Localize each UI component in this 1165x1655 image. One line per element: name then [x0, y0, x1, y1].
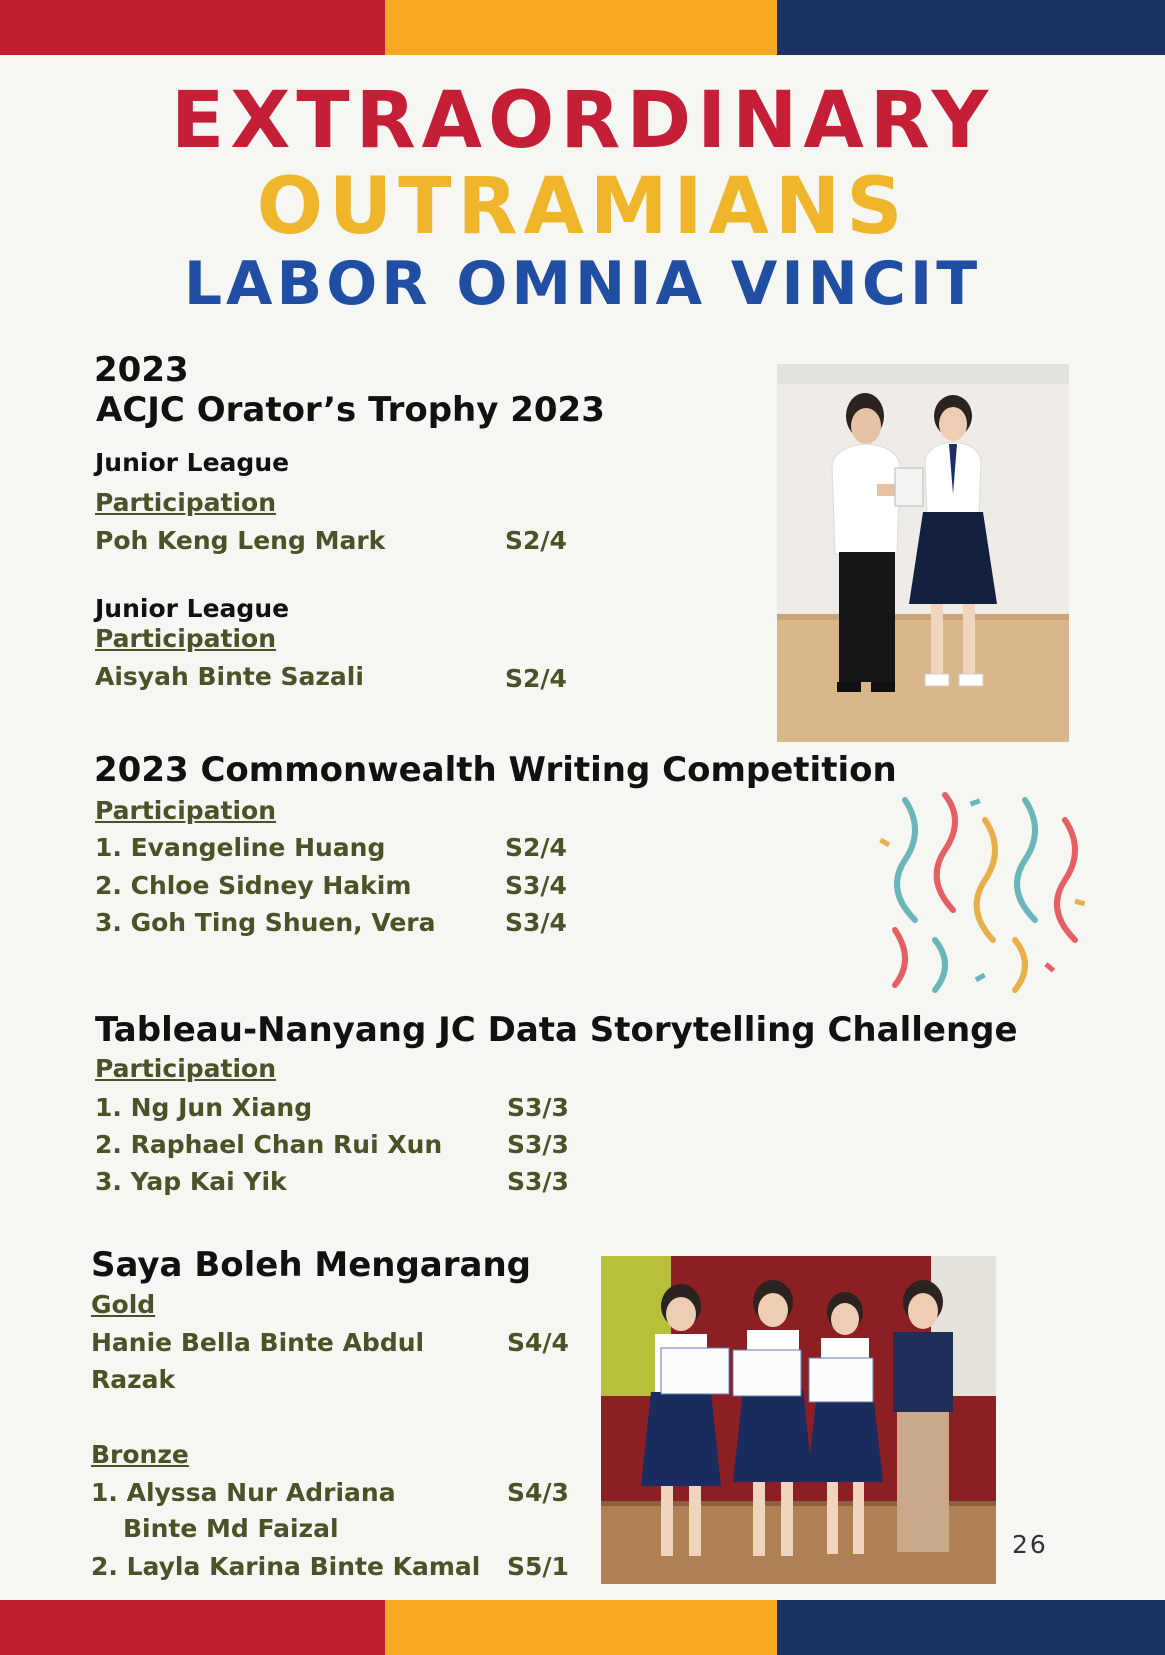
photo-illustration: [777, 364, 1069, 742]
page-number: 26: [1012, 1530, 1048, 1559]
student-name: 1. Alyssa Nur Adriana: [91, 1478, 396, 1507]
red-segment: [0, 0, 385, 55]
saya-title: Saya Boleh Mengarang: [91, 1245, 531, 1285]
student-name: Hanie Bella Binte Abdul: [91, 1328, 425, 1357]
yellow-segment: [385, 0, 777, 55]
yellow-segment: [385, 1600, 777, 1655]
student-name: 1. Evangeline Huang: [95, 833, 386, 862]
award-label: Participation: [95, 1054, 277, 1083]
confetti-icon: [875, 790, 1090, 1000]
title-outramians: OUTRAMIANS: [256, 162, 909, 252]
tableau-title: Tableau-Nanyang JC Data Storytelling Challenge: [95, 1010, 1018, 1050]
photo-award-presentation: [777, 364, 1069, 742]
student-name: Aisyah Binte Sazali: [95, 662, 364, 691]
award-bronze-label: Bronze: [91, 1440, 189, 1469]
student-class: S2/4: [505, 526, 567, 555]
title-extraordinary: EXTRAORDINARY: [170, 76, 995, 166]
student-class: S3/3: [507, 1130, 569, 1159]
student-name: 3. Yap Kai Yik: [95, 1167, 287, 1196]
student-name: 3. Goh Ting Shuen, Vera: [95, 908, 436, 937]
student-class: S3/3: [507, 1167, 569, 1196]
photo-group-certificates: [601, 1256, 996, 1584]
award-gold-label: Gold: [91, 1290, 156, 1319]
award-label: Participation: [95, 488, 277, 517]
student-class: S5/1: [507, 1552, 569, 1581]
award-label: Participation: [95, 796, 277, 825]
student-name: Poh Keng Leng Mark: [95, 526, 386, 555]
league-label: Junior League: [95, 448, 290, 477]
photo-illustration: [601, 1256, 996, 1584]
student-name: 2. Chloe Sidney Hakim: [95, 871, 412, 900]
student-class: S3/4: [505, 871, 567, 900]
red-segment: [0, 1600, 385, 1655]
student-class: S2/4: [505, 833, 567, 862]
top-color-bar: [0, 0, 1165, 55]
confetti-illustration: [875, 790, 1090, 1000]
student-name-cont: Razak: [91, 1365, 176, 1394]
commonwealth-title: 2023 Commonwealth Writing Competition: [94, 750, 897, 790]
student-class: S3/4: [505, 908, 567, 937]
student-class: S4/3: [507, 1478, 569, 1507]
title-motto: LABOR OMNIA VINCIT: [183, 249, 982, 319]
student-class: S2/4: [505, 664, 567, 693]
student-name: 1. Ng Jun Xiang: [95, 1093, 313, 1122]
orator-title: ACJC Orator’s Trophy 2023: [96, 390, 605, 430]
navy-segment: [777, 1600, 1165, 1655]
student-name: 2. Layla Karina Binte Kamal: [91, 1552, 481, 1581]
league-label: Junior League: [95, 594, 290, 623]
award-label: Participation: [95, 624, 277, 653]
student-class: S3/3: [507, 1093, 569, 1122]
student-name: 2. Raphael Chan Rui Xun: [95, 1130, 443, 1159]
student-class: S4/4: [507, 1328, 569, 1357]
year-heading: 2023: [94, 350, 189, 390]
bottom-color-bar: [0, 1600, 1165, 1655]
student-name-cont: Binte Md Faizal: [123, 1514, 339, 1543]
navy-segment: [777, 0, 1165, 55]
